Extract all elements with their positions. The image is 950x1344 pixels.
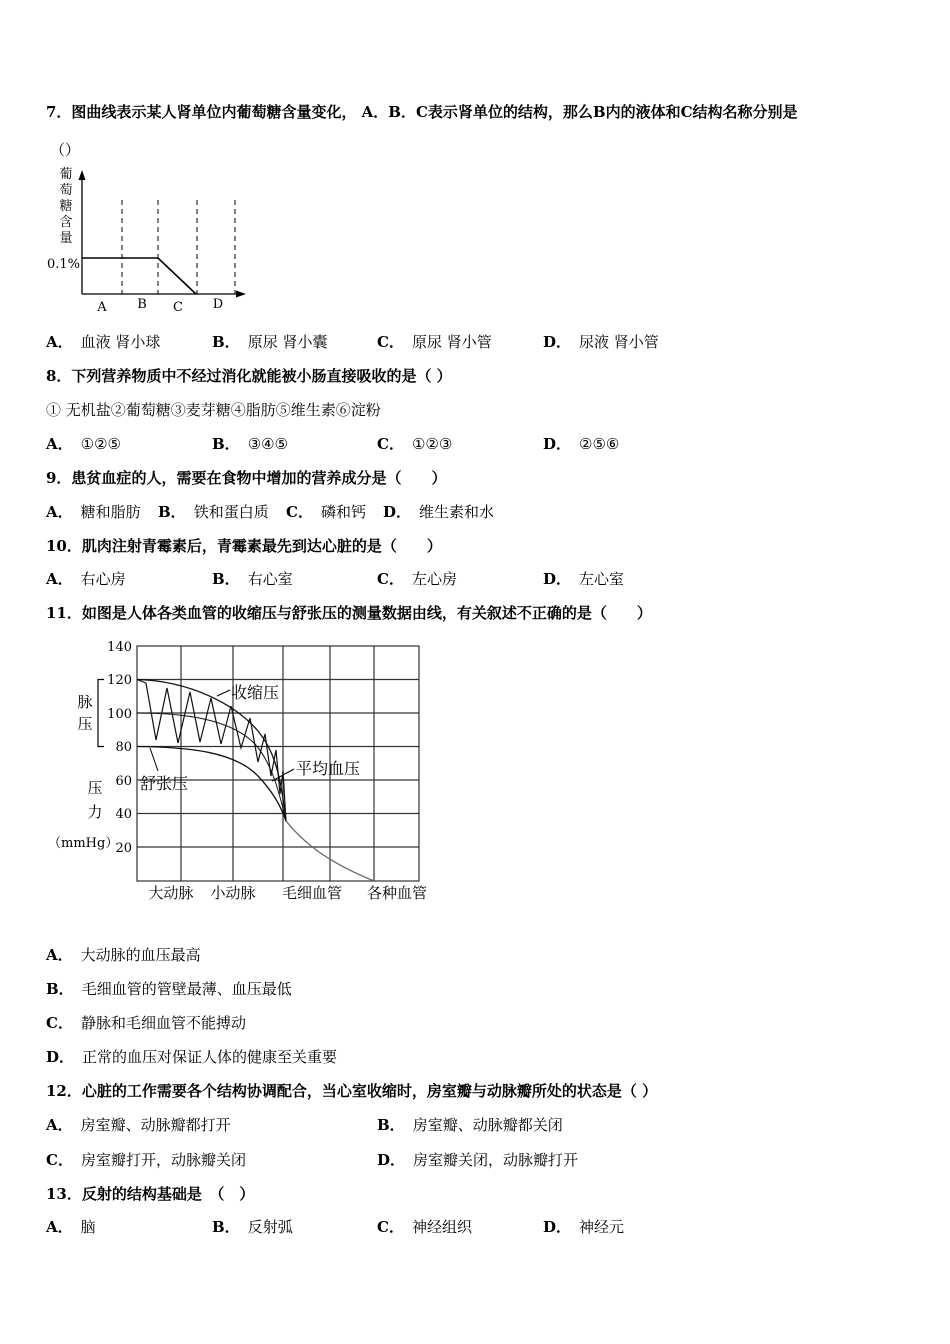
q7-ylabel-char: 糖 [59,199,73,214]
option-text: 血液 肾小球 [80,333,161,351]
option-text: 脑 [80,1218,96,1236]
q12-option-a[interactable] [46,1115,231,1135]
q10-option-d[interactable] [543,569,624,589]
q11-ylabel-pressure: 力 [87,803,103,821]
option-key: D． [543,570,572,588]
q7-glucose-chart [40,162,260,322]
q13-option-b[interactable] [212,1217,293,1237]
option-text: 毛细血管的管壁最薄、血压最低 [81,980,292,998]
q11-option-b[interactable] [46,979,292,999]
option-text: 正常的血压对保证人体的健康至关重要 [82,1048,338,1066]
q11-option-a[interactable] [46,945,201,965]
option-text: 右心室 [247,570,293,588]
q11-xlabel: 各种血管 [366,884,428,902]
option-text: 原尿 肾小囊 [247,333,328,351]
option-text: 房室瓣打开，动脉瓣关闭 [80,1151,246,1169]
q8-option-d[interactable] [543,434,619,454]
q11-xlabel: 毛细血管 [281,884,343,902]
q11-xlabel: 小动脉 [210,884,256,902]
option-key: C． [46,1014,73,1032]
option-key: B． [212,1218,240,1236]
option-text: 房室瓣关闭，动脉瓣打开 [413,1151,579,1169]
option-text: 大动脉的血压最高 [80,946,201,964]
q11-xlabel: 大动脉 [148,884,194,902]
option-key: B． [212,570,240,588]
q7-x-arrow [236,291,246,298]
q9-stem: 9．患贫血症的人，需要在食物中增加的营养成分是（ ） [46,469,447,487]
q11-pulse-bracket [98,680,104,747]
q10-option-a[interactable] [46,569,126,589]
q8-items: ① 无机盐②葡萄糖③麦芽糖④脂肪⑤维生素⑥淀粉 [46,401,381,419]
q7-stem: 7．图曲线表示某人肾单位内葡萄糖含量变化， A．B．C表示肾单位的结构，那么B内的液体和C结构名称分别是 [46,103,798,121]
option-key: B． [158,503,186,521]
option-text: 神经元 [579,1218,625,1236]
option-key: D． [543,435,572,453]
q11-ytick: 120 [107,673,132,688]
q11-label-systolic: 收缩压 [231,683,280,702]
option-key: D． [377,1151,406,1169]
q12-option-b[interactable] [377,1115,563,1135]
option-key: D． [543,333,572,351]
q11-yunit: （mmHg） [48,836,119,851]
q8-option-c[interactable] [377,434,452,454]
q7-ylabel-char: 含 [59,215,73,230]
option-text: 糖和脂肪 [80,503,141,521]
option-text: 反射弧 [247,1218,293,1236]
q13-option-d[interactable] [543,1217,624,1237]
q13-option-c[interactable] [377,1217,472,1237]
option-text: 房室瓣、动脉瓣都打开 [80,1116,231,1134]
q7-paren: （） [50,141,81,159]
option-key: C． [377,1218,404,1236]
q7-option-c[interactable] [377,332,492,352]
q13-stem: 13．反射的结构基础是 （ ） [46,1185,255,1203]
q10-stem: 10．肌肉注射青霉素后，青霉素最先到达心脏的是（ ） [46,537,442,555]
q11-ytick: 140 [107,640,132,655]
q11-ylabel-pressure: 压 [87,779,103,797]
option-text: ③④⑤ [247,435,289,453]
q7-xlabel-c: C [173,300,183,315]
option-key: A． [46,946,73,964]
q8-option-a[interactable] [46,434,121,454]
option-text: 左心室 [579,570,625,588]
q11-plot-frame [137,646,419,881]
option-key: A． [46,1218,73,1236]
q7-glucose-curve [82,258,196,294]
option-text: 磷和钙 [320,503,366,521]
option-text: 维生素和水 [419,503,495,521]
option-key: B． [212,435,240,453]
q7-y-arrow [79,170,86,180]
q11-diastolic-pointer [150,748,158,771]
option-key: A． [46,435,73,453]
option-text: 静脉和毛细血管不能搏动 [80,1014,246,1032]
q10-option-b[interactable] [212,569,293,589]
q11-option-c[interactable] [46,1013,246,1033]
option-key: D． [543,1218,572,1236]
q9-option-c[interactable] [286,502,366,522]
option-key: A． [46,333,73,351]
q11-stem: 11．如图是人体各类血管的收缩压与舒张压的测量数据由线，有关叙述不正确的是（ ） [46,604,652,622]
q7-ylabel [59,167,72,246]
option-key: A． [46,503,73,521]
q7-option-b[interactable] [212,332,327,352]
option-key: C． [46,1151,73,1169]
q11-option-d[interactable] [46,1047,337,1067]
q11-ytick: 20 [115,841,132,856]
q9-option-a[interactable] [46,502,141,522]
option-text: 右心房 [80,570,126,588]
q7-ytick: 0.1% [47,257,81,272]
q11-ylabel-pulse: 脉 [77,693,93,711]
option-key: D． [383,503,412,521]
option-key: B． [377,1116,405,1134]
q11-mean-curve [137,713,286,821]
option-key: B． [46,980,74,998]
option-key: B． [212,333,240,351]
q9-option-d[interactable] [383,502,494,522]
option-key: D． [46,1048,75,1066]
q7-ylabel-char: 葡 [59,167,73,182]
option-text: 原尿 肾小管 [411,333,492,351]
option-text: 尿液 肾小管 [579,333,659,351]
q12-option-d[interactable] [377,1150,578,1170]
q10-option-c[interactable] [377,569,457,589]
option-key: C． [286,503,313,521]
option-key: A． [46,570,73,588]
option-key: C． [377,570,404,588]
q11-label-mean: 平均血压 [296,759,361,778]
q11-ytick: 100 [107,707,132,722]
q12-stem: 12．心脏的工作需要各个结构协调配合，当心室收缩时，房室瓣与动脉瓣所处的状态是（ ） [46,1082,658,1100]
q7-option-d[interactable] [543,332,659,352]
q12-option-c[interactable] [46,1150,246,1170]
option-text: 左心房 [411,570,457,588]
option-text: 铁和蛋白质 [193,503,269,521]
q11-ylabel-pulse: 压 [77,715,93,733]
q13-option-a[interactable] [46,1217,96,1237]
option-text: ①②③ [411,435,453,453]
q7-xlabel-b: B [137,297,147,312]
option-key: C． [377,333,404,351]
option-text: ①②⑤ [80,435,121,453]
option-text: 房室瓣、动脉瓣都关闭 [412,1116,563,1134]
q7-ylabel-char: 量 [59,231,73,246]
q8-stem: 8．下列营养物质中不经过消化就能被小肠直接吸收的是（ ） [46,367,452,385]
option-text: 神经组织 [411,1218,472,1236]
q7-ylabel-char: 萄 [59,183,73,198]
q9-option-b[interactable] [158,502,269,522]
q7-xlabel-a: A [97,300,107,315]
option-text: ②⑤⑥ [579,435,620,453]
q7-xlabel-d: D [212,297,224,312]
q11-systolic-pointer [217,690,230,696]
q11-ytick: 40 [115,807,132,822]
q7-option-a[interactable] [46,332,160,352]
q8-option-b[interactable] [212,434,288,454]
option-key: A． [46,1116,73,1134]
q11-ytick: 80 [115,740,132,755]
option-key: C． [377,435,404,453]
q11-label-diastolic: 舒张压 [140,774,189,793]
q11-ytick: 60 [115,774,132,789]
q11-blood-pressure-chart [40,636,440,906]
